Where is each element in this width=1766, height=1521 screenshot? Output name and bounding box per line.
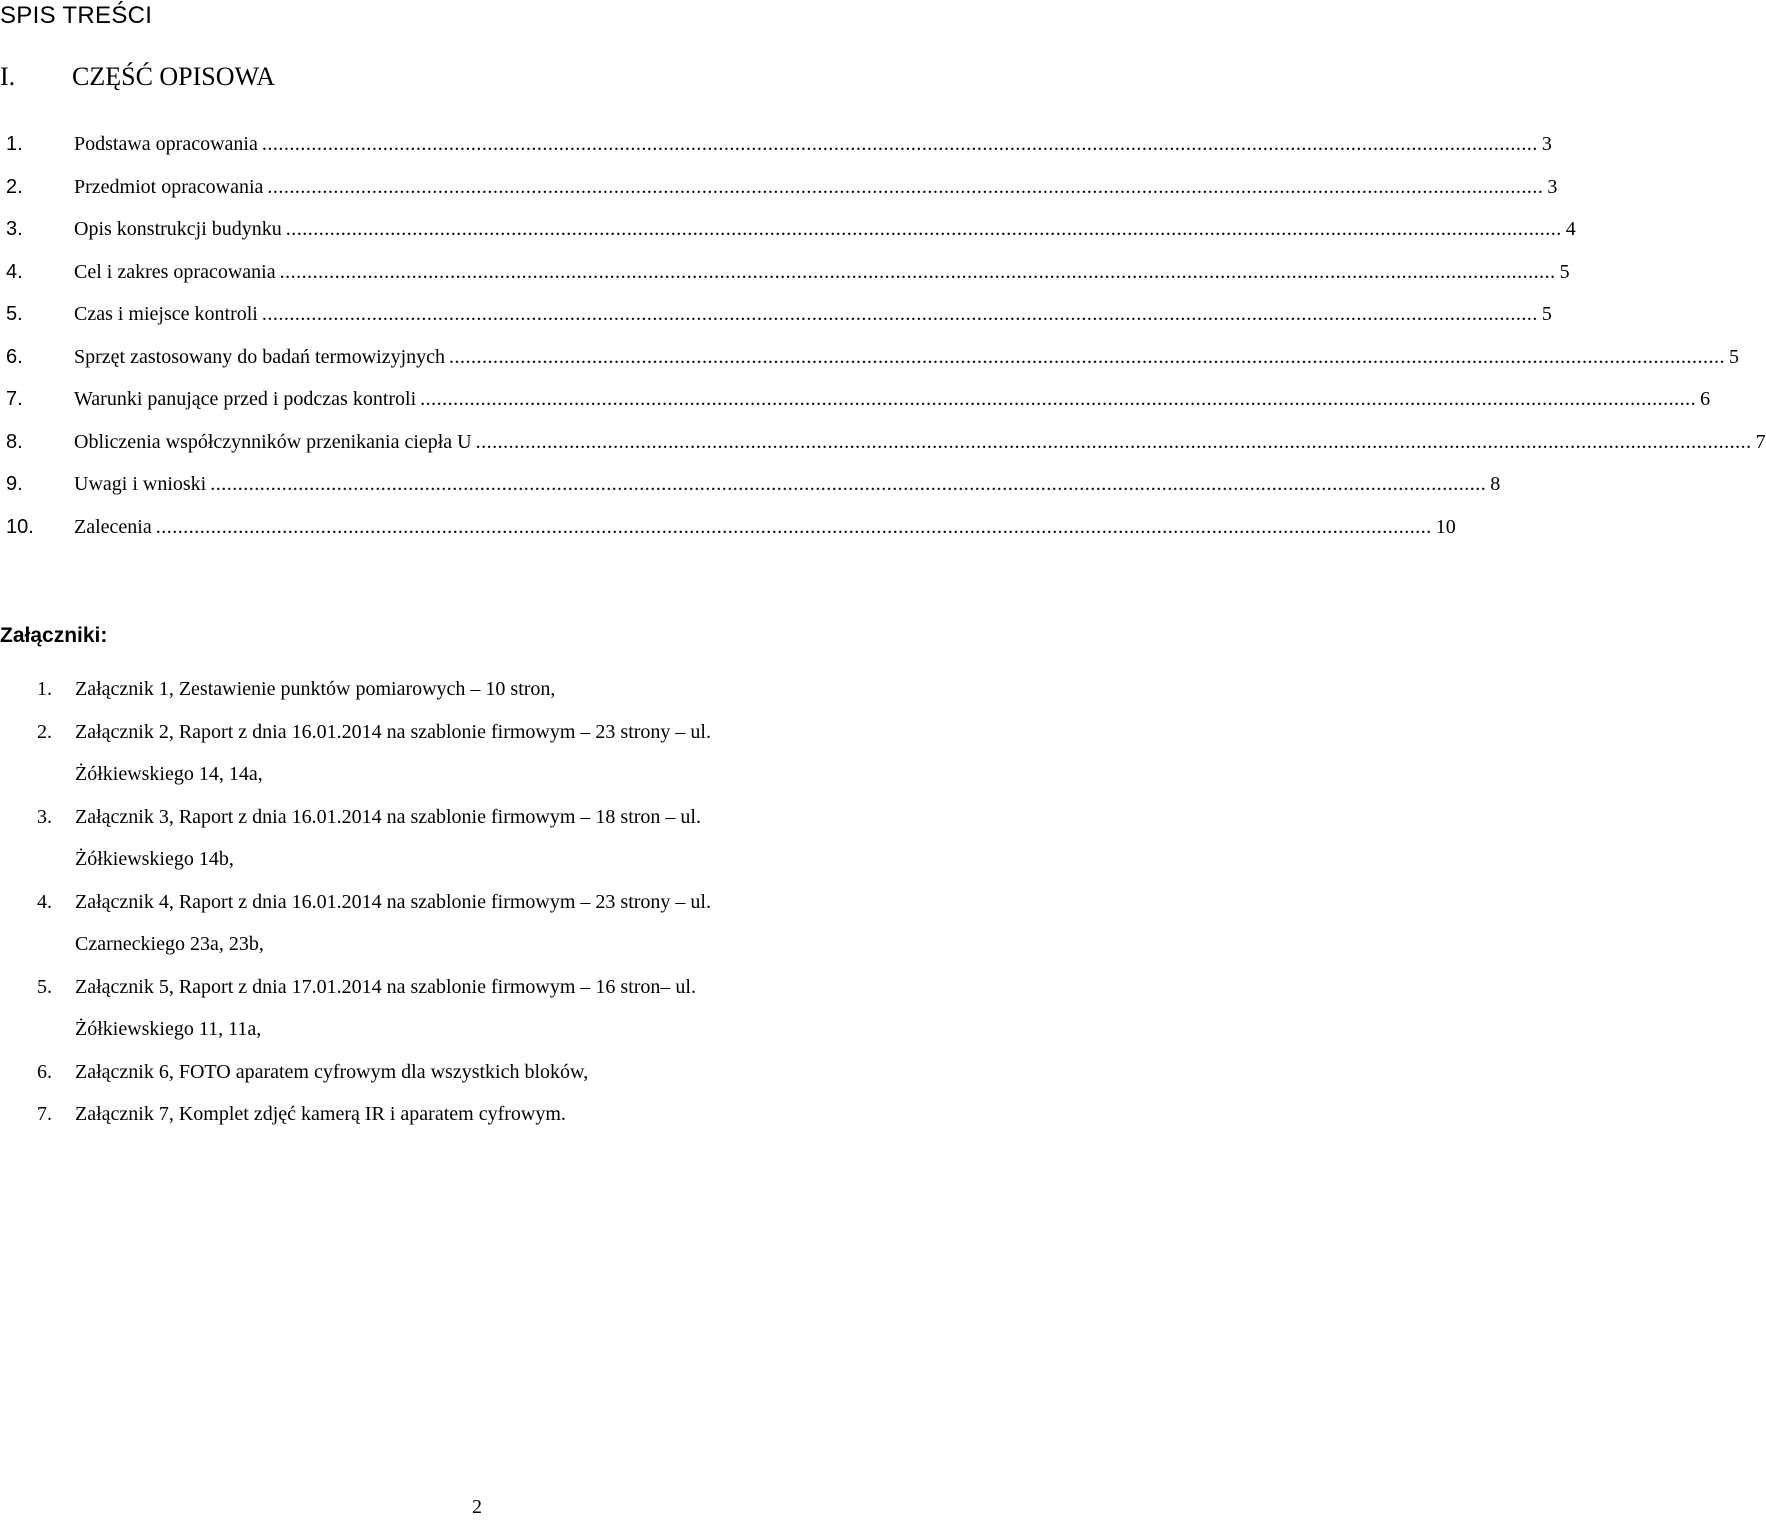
attachment-text-continued: Żółkiewskiego 14, 14a, [75,763,263,785]
part-number: I. [0,62,16,91]
part-title: CZĘŚĆ OPISOWA [72,62,275,91]
toc-entry-page: 3 [1541,133,1552,155]
dot-leader [280,258,1556,286]
toc-entry-number: 10. [6,515,34,538]
attachment-text-continued: Żółkiewskiego 11, 11a, [75,1018,262,1040]
dot-leader [262,130,1538,158]
toc-entry-number: 5. [6,303,23,325]
toc-entry-number: 4. [6,260,23,283]
toc-entry-title: Uwagi i wnioski [74,473,207,495]
toc-entry-title: Obliczenia współczynników przenikania ciepła U [74,430,472,453]
toc-entry[interactable] [0,467,1501,510]
attachment-text: Załącznik 3, Raport z dnia 16.01.2014 na szablonie firmowym – 18 stron – ul. [75,805,701,828]
toc-entry[interactable] [0,127,1552,170]
attachment-item [0,966,960,1051]
toc-entry-page: 3 [1547,175,1558,198]
toc-entry-number: 7. [6,388,23,410]
toc-entry-title: Podstawa opracowania [74,133,258,155]
attachment-number: 1. [37,678,52,700]
toc-entry[interactable] [0,297,1552,340]
toc-entry-page: 6 [1700,388,1711,410]
toc-entry-page: 8 [1490,473,1501,495]
attachment-text-continued: Żółkiewskiego 14b, [75,848,234,870]
attachment-number: 2. [37,720,52,743]
dot-leader [449,343,1725,371]
toc-entry[interactable] [0,170,1558,213]
attachment-number: 4. [37,890,52,913]
toc-entry-number: 2. [6,175,23,198]
toc-entry-page: 4 [1565,218,1576,240]
toc-entry-number: 6. [6,345,23,368]
toc-entry-title: Sprzęt zastosowany do badań termowizyjnych [74,345,446,368]
dot-leader [476,428,1752,456]
dot-leader [267,173,1543,201]
toc-entry-page: 5 [1559,260,1570,283]
attachment-text: Załącznik 5, Raport z dnia 17.01.2014 na szablonie firmowym – 16 stron– ul. [75,975,696,998]
toc-entry-title: Opis konstrukcji budynku [74,218,282,240]
toc-entry-number: 8. [6,430,23,453]
dot-leader [420,385,1696,413]
dot-leader [156,513,1432,541]
attachments-heading: Załączniki: [0,624,108,647]
toc-entry-page: 5 [1541,303,1552,325]
attachment-text: Załącznik 2, Raport z dnia 16.01.2014 na szablonie firmowym – 23 strony – ul. [75,720,711,743]
toc-entry-number: 9. [6,473,23,495]
document-heading: SPIS TREŚCI [0,2,153,29]
toc-entry-title: Czas i miejsce kontroli [74,303,258,325]
toc-entry-page: 10 [1435,515,1456,538]
toc-entry[interactable] [0,255,1570,298]
toc-entry-number: 3. [6,218,23,240]
toc-entry[interactable] [0,212,1576,255]
attachment-item [0,796,960,881]
attachment-number: 5. [37,975,52,998]
attachments-list [0,668,960,1136]
dot-leader [286,215,1562,243]
attachment-item [0,711,960,796]
attachment-item [0,1051,960,1094]
attachment-text: Załącznik 7, Komplet zdjęć kamerą IR i aparatem cyfrowym. [75,1103,566,1125]
toc-entry[interactable] [0,510,1456,553]
attachment-number: 7. [37,1103,52,1125]
toc-entry-number: 1. [6,133,23,155]
toc-entry[interactable] [0,340,1740,383]
attachment-text: Załącznik 6, FOTO aparatem cyfrowym dla wszystkich bloków, [75,1060,589,1083]
attachment-item [0,1093,960,1136]
attachment-number: 3. [37,805,52,828]
attachment-number: 6. [37,1060,52,1083]
attachment-item [0,881,960,966]
toc-entry-title: Przedmiot opracowania [74,175,264,198]
attachment-text: Załącznik 1, Zestawienie punktów pomiarowych – 10 stron, [75,678,556,700]
toc-entry-page: 7 [1755,430,1766,453]
toc-entry[interactable] [0,382,1711,425]
attachment-text-continued: Czarneckiego 23a, 23b, [75,933,264,955]
table-of-contents [0,127,1766,552]
attachment-text: Załącznik 4, Raport z dnia 16.01.2014 na szablonie firmowym – 23 strony – ul. [75,890,711,913]
dot-leader [210,470,1486,498]
toc-entry-title: Warunki panujące przed i podczas kontroli [74,388,417,410]
toc-entry[interactable] [0,425,1766,468]
toc-entry-page: 5 [1729,345,1740,368]
dot-leader [262,300,1538,328]
toc-entry-title: Zalecenia [74,515,152,538]
attachment-item [0,668,960,711]
toc-entry-title: Cel i zakres opracowania [74,260,276,283]
page-number: 2 [472,1496,482,1518]
